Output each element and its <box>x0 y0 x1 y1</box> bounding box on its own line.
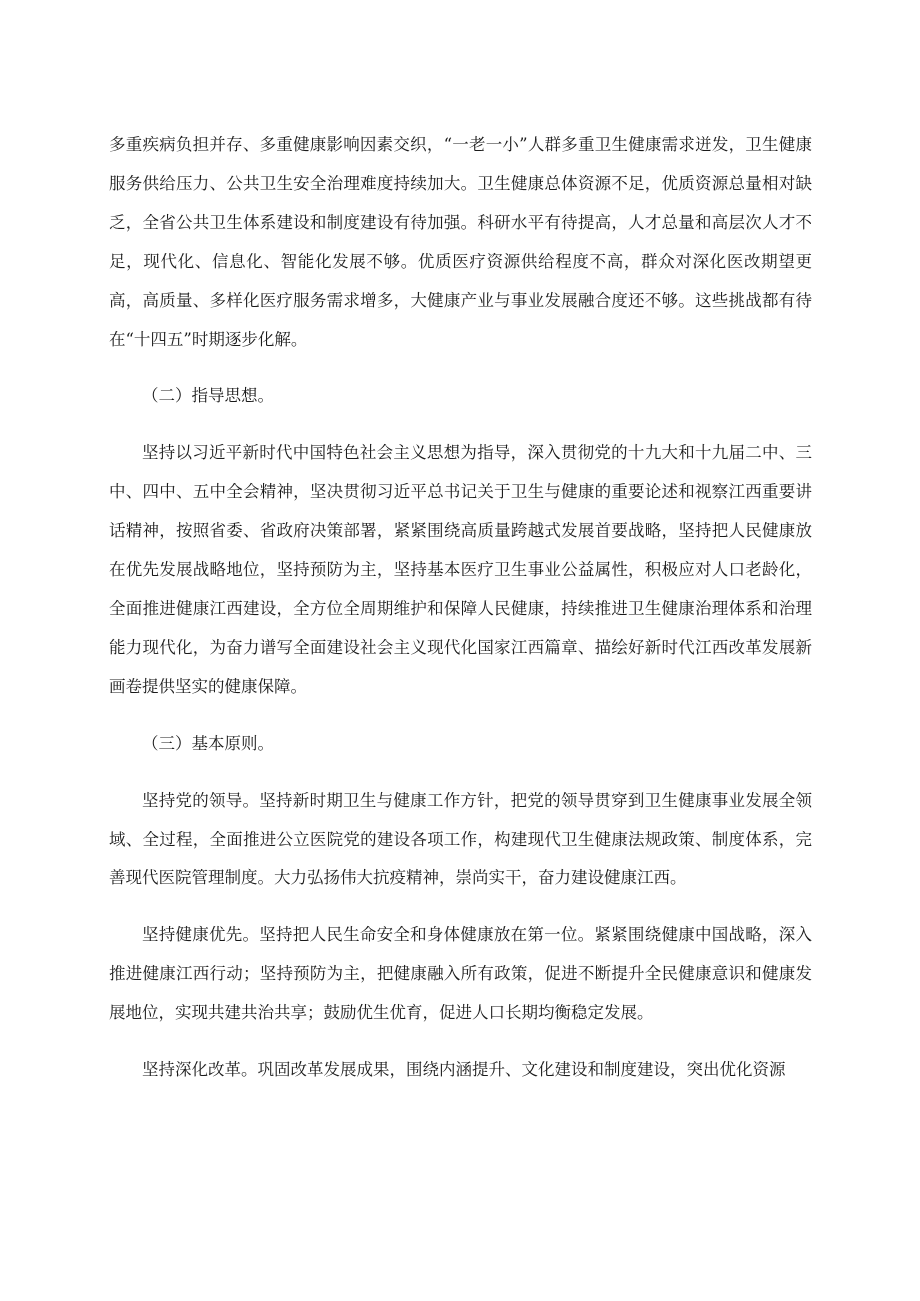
section-heading-guiding-ideology: （二）指导思想。 <box>142 386 274 406</box>
section-heading-basic-principles: （三）基本原则。 <box>142 733 274 753</box>
paragraph-deepen-reform: 坚持深化改革。巩固改革发展成果，围绕内涵提升、文化建设和制度建设，突出优化资源 <box>142 1060 786 1080</box>
paragraph-health-first: 坚持健康优先。坚持把人民生命安全和身体健康放在第一位。紧紧围绕健康中国战略，深入推进健康江西行动；坚持预防为主，把健康融入所有政策，促进不断提升全民健康意识和健康发展地位，实现共建共治共享；鼓励优生优育，促进人口长期均衡稳定发展。 <box>109 925 812 1023</box>
paragraph-guiding-ideology: 坚持以习近平新时代中国特色社会主义思想为指导，深入贯彻党的十九大和十九届二中、三中、四中、五中全会精神，坚决贯彻习近平总书记关于卫生与健康的重要论述和视察江西重要讲话精神，按照省委、省政府决策部署，紧紧围绕高质量跨越式发展首要战略，坚持把人民健康放在优先发展战略地位，坚持预防为主，坚持基本医疗卫生事业公益属性，积极应对人口老龄化，全面推进健康江西建设，全方位全周期维护和保障人民健康，持续推进卫生健康治理体系和治理能力现代化，为奋力谱写全面建设社会主义现代化国家江西篇章、描绘好新时代江西改革发展新画卷提供坚实的健康保障。 <box>109 443 812 696</box>
paragraph-challenges: 多重疾病负担并存、多重健康影响因素交织，“一老一小”人群多重卫生健康需求迸发，卫生健康服务供给压力、公共卫生安全治理难度持续加大。卫生健康总体资源不足，优质资源总量相对缺乏，全省公共卫生体系建设和制度建设有待加强。科研水平有待提高，人才总量和高层次人才不足，现代化、信息化、智能化发展不够。优质医疗资源供给程度不高，群众对深化医改期望更高，高质量、多样化医疗服务需求增多，大健康产业与事业发展融合度还不够。这些挑战都有待在“十四五”时期逐步化解。 <box>109 135 812 349</box>
paragraph-party-leadership: 坚持党的领导。坚持新时期卫生与健康工作方针，把党的领导贯穿到卫生健康事业发展全领域、全过程，全面推进公立医院党的建设各项工作，构建现代卫生健康法规政策、制度体系，完善现代医院管理制度。大力弘扬伟大抗疫精神，崇尚实干，奋力建设健康江西。 <box>109 790 812 888</box>
